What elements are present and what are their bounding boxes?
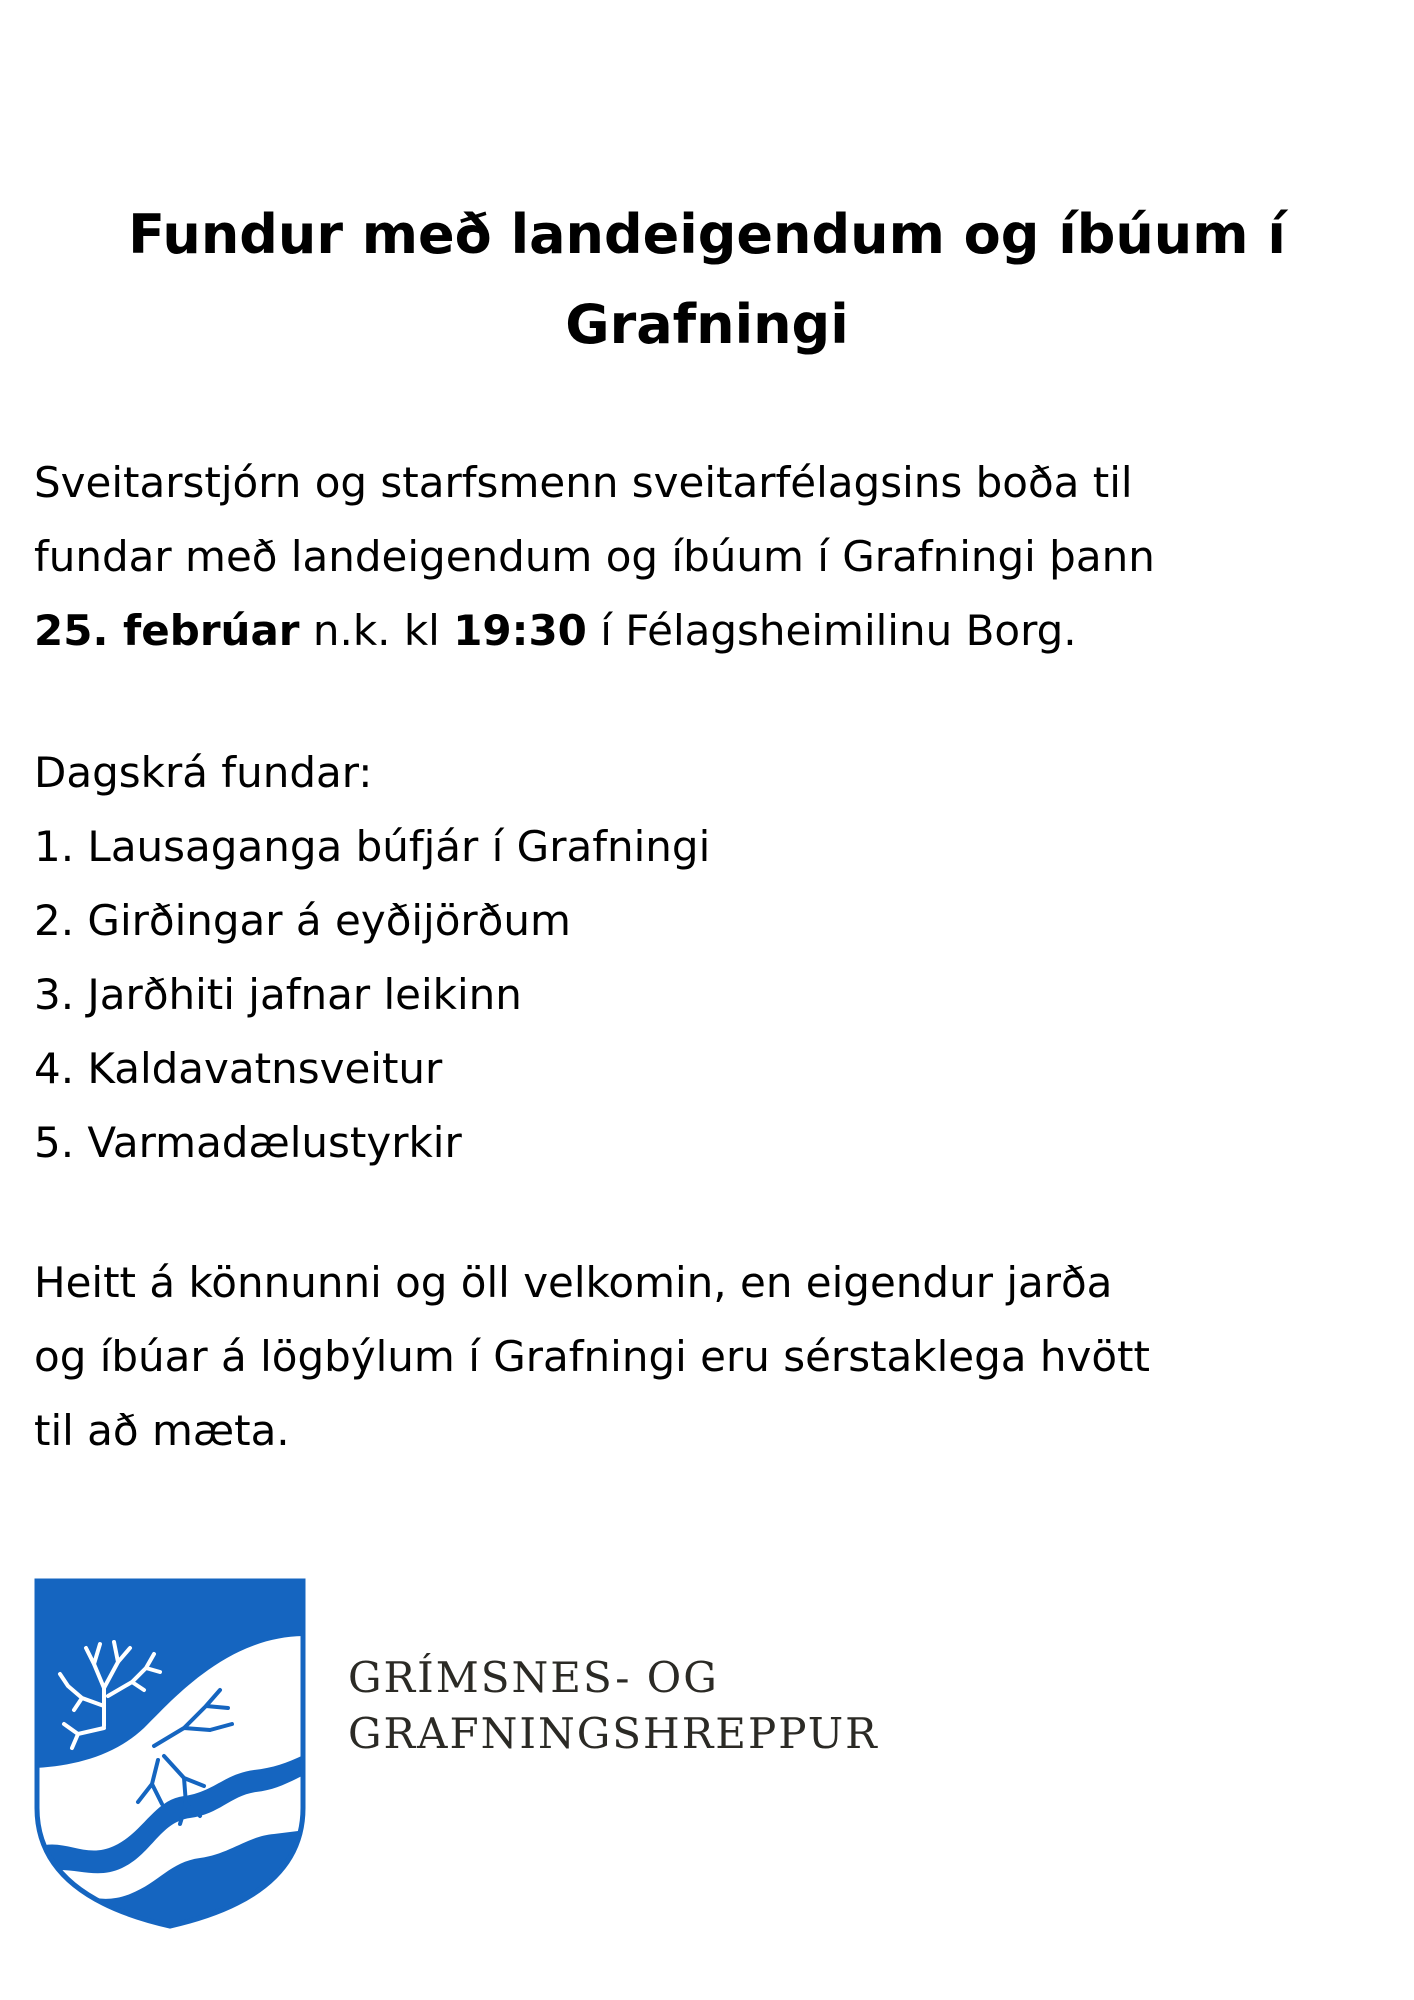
title-line-1: Fundur með landeigendum og íbúum í (128, 203, 1286, 266)
closing-line-1: Heitt á könnunni og öll velkomin, en eigendur jarða (34, 1258, 1113, 1307)
agenda (34, 736, 1394, 1180)
intro-mid-text: n.k. kl (299, 606, 454, 655)
agenda-item-5: 5. Varmadælustyrkir (34, 1118, 462, 1167)
meeting-date: 25. febrúar (34, 606, 300, 655)
closing-paragraph (34, 1246, 1394, 1468)
page-title (60, 190, 1354, 370)
agenda-item-1: 1. Lausaganga búfjár í Grafningi (34, 822, 711, 871)
intro-paragraph (34, 446, 1394, 668)
agenda-item-4: 4. Kaldavatnsveitur (34, 1044, 443, 1093)
intro-line-3 (34, 594, 1394, 668)
intro-line-2: fundar með landeigendum og íbúum í Grafningi þann (34, 532, 1155, 581)
org-name-line-1: GRÍMSNES- OG (348, 1653, 719, 1702)
closing-line-2: og íbúar á lögbýlum í Grafningi eru sérstaklega hvött (34, 1332, 1150, 1381)
closing-line-3: til að mæta. (34, 1406, 290, 1455)
agenda-heading: Dagskrá fundar: (34, 748, 373, 797)
meeting-location: í Félagsheimilinu Borg. (586, 606, 1077, 655)
coat-of-arms-icon (34, 1578, 306, 1930)
meeting-time: 19:30 (453, 606, 587, 655)
organization-name (348, 1650, 879, 1762)
title-line-2: Grafningi (565, 293, 849, 356)
agenda-item-2: 2. Girðingar á eyðijörðum (34, 896, 571, 945)
intro-line-1: Sveitarstjórn og starfsmenn sveitarfélagsins boða til (34, 458, 1133, 507)
org-name-line-2: GRAFNINGSHREPPUR (348, 1709, 879, 1758)
agenda-item-3: 3. Jarðhiti jafnar leikinn (34, 970, 522, 1019)
